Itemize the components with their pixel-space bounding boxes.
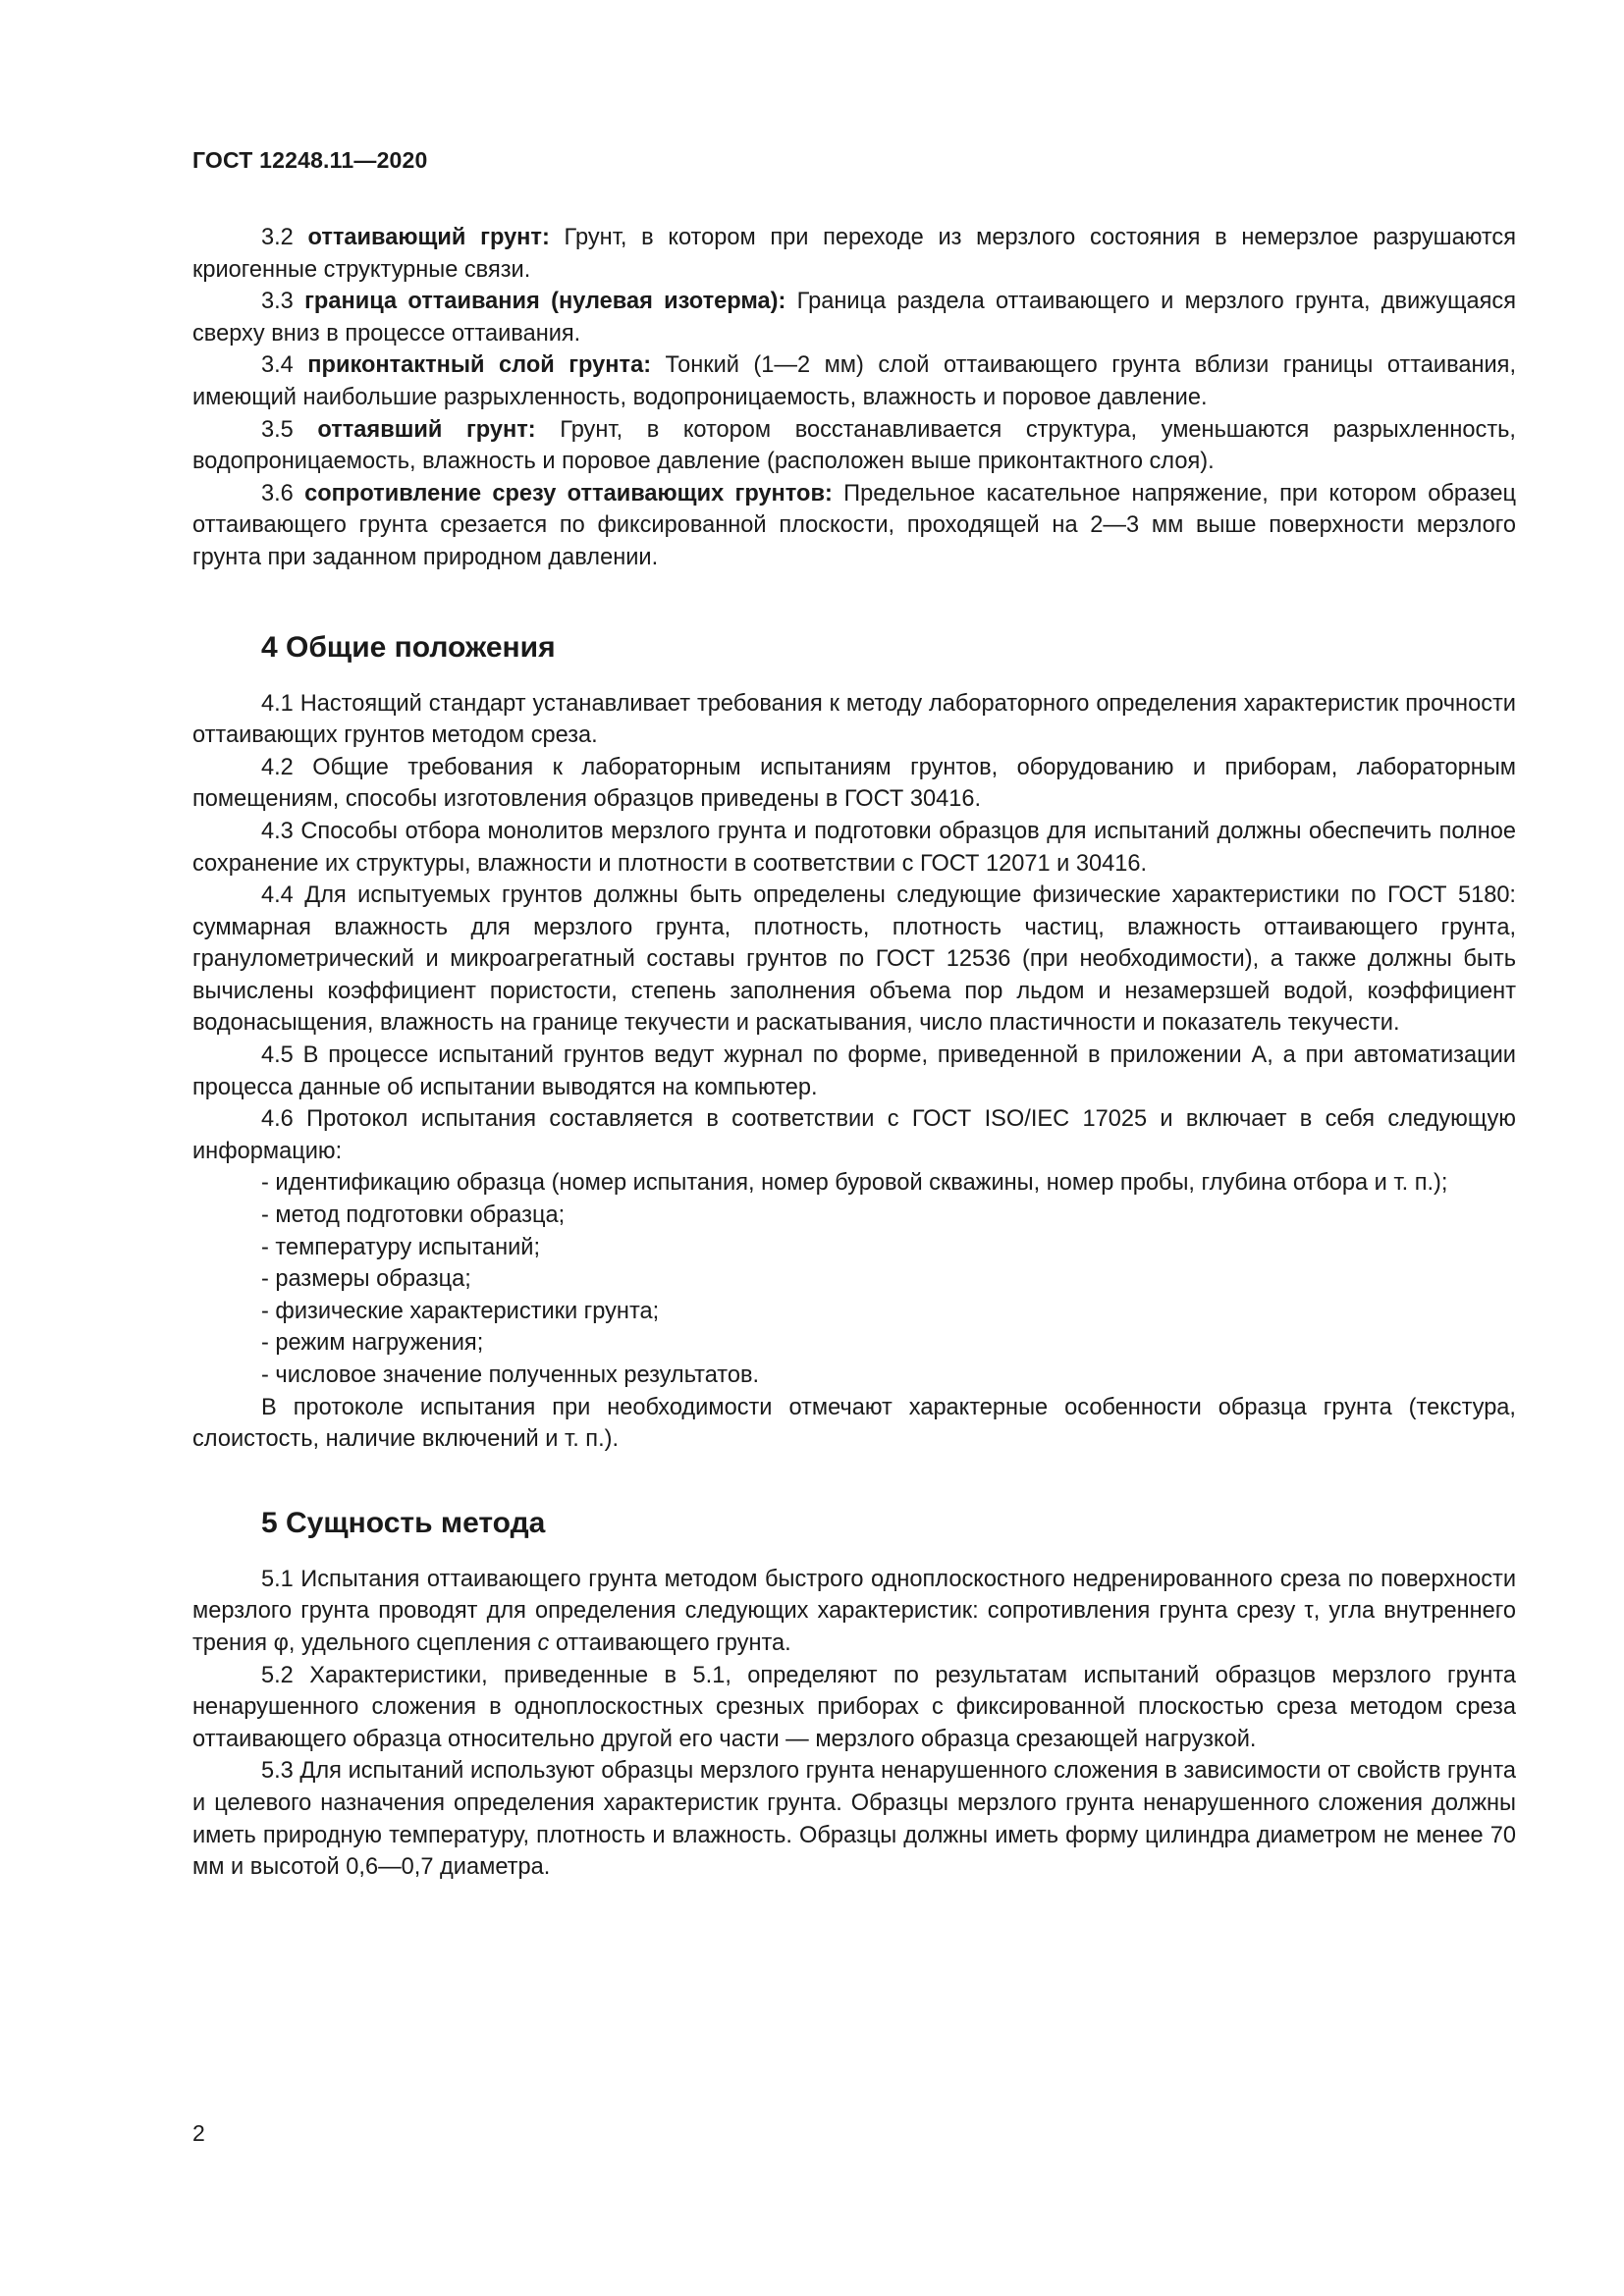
- definition: Грунт, в котором при переходе из мерзлого состояния в немерзлое разрушаются криогенные структурные связи.: [192, 225, 1516, 283]
- clause-4-5: 4.5 В процессе испытаний грунтов ведут журнал по форме, приведенной в приложении А, а при автоматизации процесса данные об испытании выводятся на компьютер.: [192, 1042, 1516, 1100]
- variable-c: с: [537, 1629, 550, 1656]
- clause-number: 3.3: [261, 289, 305, 315]
- definition: Граница раздела оттаивающего и мерзлого грунта, движущаяся сверху вниз в процессе оттаивания.: [192, 289, 1516, 347]
- list-item: - физические характеристики грунта;: [261, 1298, 660, 1324]
- clause-4-6: 4.6 Протокол испытания составляется в соответствии с ГОСТ ISO/IEC 17025 и включает в себя следующую информацию:: [192, 1106, 1516, 1164]
- list-item: - температуру испытаний;: [261, 1234, 541, 1260]
- clause-5-2: 5.2 Характеристики, приведенные в 5.1, определяют по результатам испытаний образцов мерзлого грунта ненарушенного сложения в одноплоскостных срезных приборах с фиксированной плоскостью среза методом среза оттаивающего образца относительно другой его части — мерзлого образца срезающей нагрузкой.: [192, 1662, 1516, 1752]
- term: приконтактный слой грунта:: [307, 352, 652, 379]
- definition: Предельное касательное напряжение, при котором образец оттаивающего грунта срезается по фиксированной плоскости, проходящей на 2—3 мм выше поверхности мерзлого грунта при заданном природном давлении.: [192, 480, 1516, 570]
- clause-number: 3.2: [261, 225, 308, 250]
- clause-3-6: [192, 478, 1516, 574]
- clause-number: 3.5: [261, 416, 318, 443]
- section-4-heading: 4 Общие положения: [261, 630, 556, 664]
- term: оттаивающий грунт:: [307, 225, 550, 250]
- list-item: - метод подготовки образца;: [261, 1202, 566, 1229]
- definition: Тонкий (1—2 мм) слой оттаивающего грунта вблизи границы оттаивания, имеющий наибольшие разрыхленность, водопроницаемость, влажность и поровое давление.: [192, 352, 1516, 410]
- clause-4-2: 4.2 Общие требования к лабораторным испытаниям грунтов, оборудованию и приборам, лабораторным помещениям, способы изготовления образцов приведены в ГОСТ 30416.: [192, 754, 1516, 813]
- clause-4-4: 4.4 Для испытуемых грунтов должны быть определены следующие физические характеристики по ГОСТ 5180: суммарная влажность для мерзлого грунта, плотность, плотность частиц, влажность оттаивающего грунта, гранулометрический и микроагрегатный составы грунтов по ГОСТ 12536 (при необходимости), а также должны быть вычислены коэффициент пористости, степень заполнения объема пор льдом и незамерзшей водой, коэффициент водонасыщения, влажность на границе текучести и раскатывания, число пластичности и показатель текучести.: [192, 882, 1516, 1037]
- term: сопротивление срезу оттаивающих грунтов:: [304, 480, 833, 507]
- clause-5-1: [192, 1564, 1516, 1660]
- list-item: - числовое значение полученных результатов.: [261, 1362, 760, 1388]
- document-header: ГОСТ 12248.11—2020: [192, 147, 428, 173]
- list-item: - режим нагружения;: [261, 1330, 484, 1357]
- clause-3-4: [192, 349, 1516, 413]
- clause-text: 5.1 Испытания оттаивающего грунта методом быстрого одноплоскостного недренированного среза по поверхности мерзлого грунта проводят для определения следующих характеристик: сопротивления грунта срезу τ, угла внутреннего трения φ, удельного сцепления: [192, 1566, 1516, 1656]
- clause-4-3: 4.3 Способы отбора монолитов мерзлого грунта и подготовки образцов для испытаний должны обеспечить полное сохранение их структуры, влажности и плотности в соответствии с ГОСТ 12071 и 30416.: [192, 818, 1516, 877]
- term: граница оттаивания (нулевая изотерма):: [304, 289, 786, 315]
- clause-number: 3.4: [261, 352, 308, 379]
- document-body: [192, 222, 1516, 1884]
- clause-4-1: 4.1 Настоящий стандарт устанавливает требования к методу лабораторного определения характеристик прочности оттаивающих грунтов методом среза.: [192, 690, 1516, 749]
- definition: Грунт, в котором восстанавливается структура, уменьшаются разрыхленность, водопроницаемость, влажность и поровое давление (расположен выше приконтактного слоя).: [192, 416, 1516, 475]
- term: оттаявший грунт:: [317, 416, 536, 443]
- list-item: - идентификацию образца (номер испытания, номер буровой скважины, номер пробы, глубина отбора и т. п.);: [261, 1170, 1448, 1197]
- clause-number: 3.6: [261, 480, 305, 507]
- section-5-heading: 5 Сущность метода: [261, 1506, 546, 1539]
- list-item: - размеры образца;: [261, 1266, 471, 1293]
- page-number: 2: [192, 2120, 205, 2146]
- clause-3-2: [192, 222, 1516, 286]
- clause-3-5: [192, 414, 1516, 478]
- clause-4-6-tail: В протоколе испытания при необходимости отмечают характерные особенности образца грунта (текстура, слоистость, наличие включений и т. п.).: [192, 1394, 1516, 1453]
- clause-5-3: 5.3 Для испытаний используют образцы мерзлого грунта ненарушенного сложения в зависимости от свойств грунта и целевого назначения определения характеристик грунта. Образцы мерзлого грунта ненарушенного сложения должны иметь природную температуру, плотность и влажность. Образцы должны иметь форму цилиндра диаметром не менее 70 мм и высотой 0,6—0,7 диаметра.: [192, 1758, 1516, 1881]
- clause-text: оттаивающего грунта.: [549, 1629, 791, 1656]
- clause-3-3: [192, 286, 1516, 349]
